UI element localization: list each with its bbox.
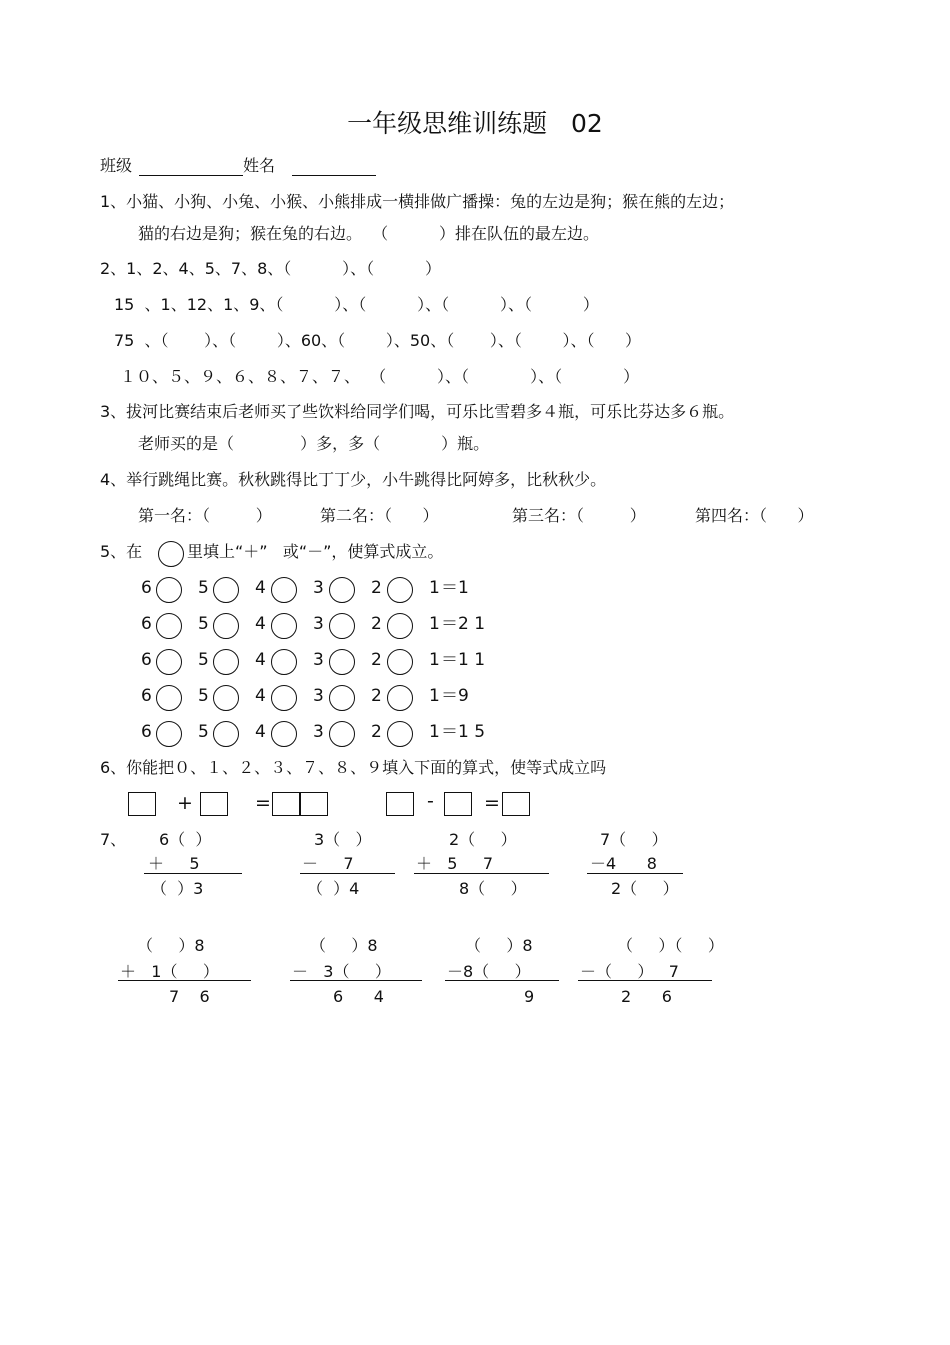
q5-example-circle-icon xyxy=(158,541,184,567)
q5-row3-digit-4: 3 xyxy=(313,650,324,670)
q2-line4: １０、５、９、６、８、７、７、 （ ）、（ ）、（ ） xyxy=(120,367,640,386)
q7-r1p2-top: 3（ ） xyxy=(314,830,372,849)
q5-row5-digit-3: 4 xyxy=(255,722,266,742)
q7-r1p4-top: 7（ ） xyxy=(600,830,668,849)
q5-row5-digit-1: 6 xyxy=(141,722,152,742)
q3-line1: 3、拔河比赛结束后老师买了些饮料给同学们喝，可乐比雪碧多４瓶，可乐比芬达多６瓶。 xyxy=(100,402,735,421)
q5-row2-digit-4: 3 xyxy=(313,614,324,634)
q7-r1p4-rule xyxy=(587,873,683,874)
q5-row3-digit-1: 6 xyxy=(141,650,152,670)
q7-r1p1-rule xyxy=(144,873,242,874)
q1-line2: 猫的右边是狗；猴在兔的右边。 （ ）排在队伍的最左边。 xyxy=(138,224,600,243)
q5-intro-pre: 5、在 xyxy=(100,542,143,561)
q5-row3-operator-circle-4[interactable] xyxy=(329,649,355,675)
q5-row2-digit-5: 2 xyxy=(371,614,382,634)
q6-box-2[interactable] xyxy=(200,792,228,816)
q5-row4-digit-6: 1 xyxy=(429,686,440,706)
name-blank[interactable] xyxy=(292,175,376,176)
q7-r1p3-top: 2（ ） xyxy=(449,830,517,849)
q5-row4-operator-circle-1[interactable] xyxy=(156,685,182,711)
q6-box-3[interactable] xyxy=(272,792,300,816)
q5-row1-digit-6: 1 xyxy=(429,578,440,598)
q5-row2-operator-circle-4[interactable] xyxy=(329,613,355,639)
q5-row2-digit-2: 5 xyxy=(198,614,209,634)
q6-plus: + xyxy=(177,792,193,814)
q7-r1p3-mid: ＋ 5 7 xyxy=(416,854,494,873)
q5-row4-digit-5: 2 xyxy=(371,686,382,706)
q5-row3-digit-3: 4 xyxy=(255,650,266,670)
q7-r1p1-top: 6（ ） xyxy=(159,830,212,849)
q6-line1: 6、你能把０、１、２、３、７、８、９填入下面的算式，使等式成立吗 xyxy=(100,758,607,777)
q7-r1p4-mid: －4 8 xyxy=(590,854,657,873)
q3-line2: 老师买的是（ ）多，多（ ）瓶。 xyxy=(138,434,490,453)
q4-place-2: 第二名：（ ） xyxy=(320,506,439,525)
q5-row4-operator-circle-2[interactable] xyxy=(213,685,239,711)
q7-r2p4-rule xyxy=(578,980,712,981)
q5-row2-operator-circle-1[interactable] xyxy=(156,613,182,639)
q5-row5-digit-5: 2 xyxy=(371,722,382,742)
q5-row5-operator-circle-4[interactable] xyxy=(329,721,355,747)
q5-row3-operator-circle-1[interactable] xyxy=(156,649,182,675)
q7-r2p1-top: （ ）8 xyxy=(137,936,205,955)
q5-row1-operator-circle-2[interactable] xyxy=(213,577,239,603)
q6-box-6[interactable] xyxy=(444,792,472,816)
q5-row5-operator-circle-2[interactable] xyxy=(213,721,239,747)
q7-r2p3-rule xyxy=(445,980,559,981)
q2-line3: 75 、（ ）、（ ）、60、（ ）、50、（ ）、（ ）、（ ） xyxy=(114,331,642,350)
q5-row5-digit-4: 3 xyxy=(313,722,324,742)
q5-row2-digit-3: 4 xyxy=(255,614,266,634)
q7-r2p2-bot: 6 4 xyxy=(333,987,384,1006)
q6-eq-1: = xyxy=(255,792,271,814)
q7-label: 7、 xyxy=(100,830,127,849)
q5-intro-post: 里填上“＋” 或“－”，使算式成立。 xyxy=(187,542,444,561)
q5-row5-digit-2: 5 xyxy=(198,722,209,742)
q7-r1p2-rule xyxy=(300,873,395,874)
q5-row4-result: ＝9 xyxy=(441,686,469,706)
q7-r2p3-bot: 9 xyxy=(524,987,535,1006)
q2-line1: 2、1、2、4、5、7、8、（ ）、（ ） xyxy=(100,259,441,278)
q5-row4-digit-3: 4 xyxy=(255,686,266,706)
q5-row2-digit-1: 6 xyxy=(141,614,152,634)
q4-place-3: 第三名：（ ） xyxy=(512,506,646,525)
q5-row4-operator-circle-4[interactable] xyxy=(329,685,355,711)
q5-row3-operator-circle-5[interactable] xyxy=(387,649,413,675)
q5-row1-digit-4: 3 xyxy=(313,578,324,598)
q5-row5-operator-circle-5[interactable] xyxy=(387,721,413,747)
q7-r1p1-mid: ＋ 5 xyxy=(148,854,200,873)
q7-r2p3-mid: －8（ ） xyxy=(447,962,531,981)
q7-r2p3-top: （ ）8 xyxy=(465,936,533,955)
q7-r2p4-mid: －（ ） 7 xyxy=(580,962,679,981)
q5-row5-operator-circle-1[interactable] xyxy=(156,721,182,747)
q6-box-5[interactable] xyxy=(386,792,414,816)
class-blank[interactable] xyxy=(139,175,243,176)
q5-row1-result: ＝1 xyxy=(441,578,469,598)
q4-place-4: 第四名：（ ） xyxy=(695,506,814,525)
q6-eq-2: = xyxy=(484,792,500,814)
class-label: 班级 xyxy=(100,156,133,175)
page-title: 一年级思维训练题 02 xyxy=(347,109,603,138)
q7-r2p4-top: （ ）（ ） xyxy=(617,936,724,955)
q5-row1-operator-circle-5[interactable] xyxy=(387,577,413,603)
q7-r2p1-mid: ＋ 1（ ） xyxy=(120,962,219,981)
q5-row2-operator-circle-2[interactable] xyxy=(213,613,239,639)
q5-row2-digit-6: 1 xyxy=(429,614,440,634)
q5-row4-operator-circle-3[interactable] xyxy=(271,685,297,711)
q5-row3-digit-5: 2 xyxy=(371,650,382,670)
name-label: 姓名 xyxy=(243,156,276,175)
q6-minus: - xyxy=(427,790,434,812)
q5-row1-digit-2: 5 xyxy=(198,578,209,598)
q7-r1p3-bot: 8（ ） xyxy=(459,879,527,898)
q2-line2: 15 、1、12、1、9、（ ）、（ ）、（ ）、（ ） xyxy=(114,295,599,314)
q7-r2p2-rule xyxy=(290,980,422,981)
q7-r2p2-mid: － 3（ ） xyxy=(292,962,391,981)
q5-row4-operator-circle-5[interactable] xyxy=(387,685,413,711)
q5-row4-digit-2: 5 xyxy=(198,686,209,706)
q7-r2p1-rule xyxy=(118,980,251,981)
q5-row5-digit-6: 1 xyxy=(429,722,440,742)
q5-row5-result: ＝1 5 xyxy=(441,722,486,742)
q7-r2p1-bot: 7 6 xyxy=(169,987,210,1006)
q5-row1-operator-circle-4[interactable] xyxy=(329,577,355,603)
q5-row1-operator-circle-1[interactable] xyxy=(156,577,182,603)
q5-row1-operator-circle-3[interactable] xyxy=(271,577,297,603)
q7-r1p3-rule xyxy=(414,873,549,874)
q5-row3-digit-6: 1 xyxy=(429,650,440,670)
q6-box-1[interactable] xyxy=(128,792,156,816)
q5-row3-result: ＝1 1 xyxy=(441,650,486,670)
q5-row1-digit-1: 6 xyxy=(141,578,152,598)
q5-row4-digit-4: 3 xyxy=(313,686,324,706)
q4-place-1: 第一名：（ ） xyxy=(138,506,272,525)
q5-row1-digit-3: 4 xyxy=(255,578,266,598)
q5-row1-digit-5: 2 xyxy=(371,578,382,598)
q4-line1: 4、举行跳绳比赛。秋秋跳得比丁丁少，小牛跳得比阿婷多，比秋秋少。 xyxy=(100,470,607,489)
q7-r2p4-bot: 2 6 xyxy=(621,987,672,1006)
q5-row3-operator-circle-3[interactable] xyxy=(271,649,297,675)
q5-row2-operator-circle-3[interactable] xyxy=(271,613,297,639)
q7-r1p2-mid: － 7 xyxy=(302,854,354,873)
q6-box-4[interactable] xyxy=(300,792,328,816)
q7-r1p4-bot: 2（ ） xyxy=(611,879,679,898)
q5-row5-operator-circle-3[interactable] xyxy=(271,721,297,747)
q5-row2-operator-circle-5[interactable] xyxy=(387,613,413,639)
q7-r2p2-top: （ ）8 xyxy=(310,936,378,955)
q1-line1: 1、小猫、小狗、小兔、小猴、小熊排成一横排做广播操：兔的左边是狗；猴在熊的左边； xyxy=(100,192,735,211)
q7-r1p1-bot: （ ）3 xyxy=(151,879,204,898)
q5-row2-result: ＝2 1 xyxy=(441,614,486,634)
q5-row3-operator-circle-2[interactable] xyxy=(213,649,239,675)
q7-r1p2-bot: （ ）4 xyxy=(307,879,360,898)
q5-row3-digit-2: 5 xyxy=(198,650,209,670)
q6-box-7[interactable] xyxy=(502,792,530,816)
q5-row4-digit-1: 6 xyxy=(141,686,152,706)
